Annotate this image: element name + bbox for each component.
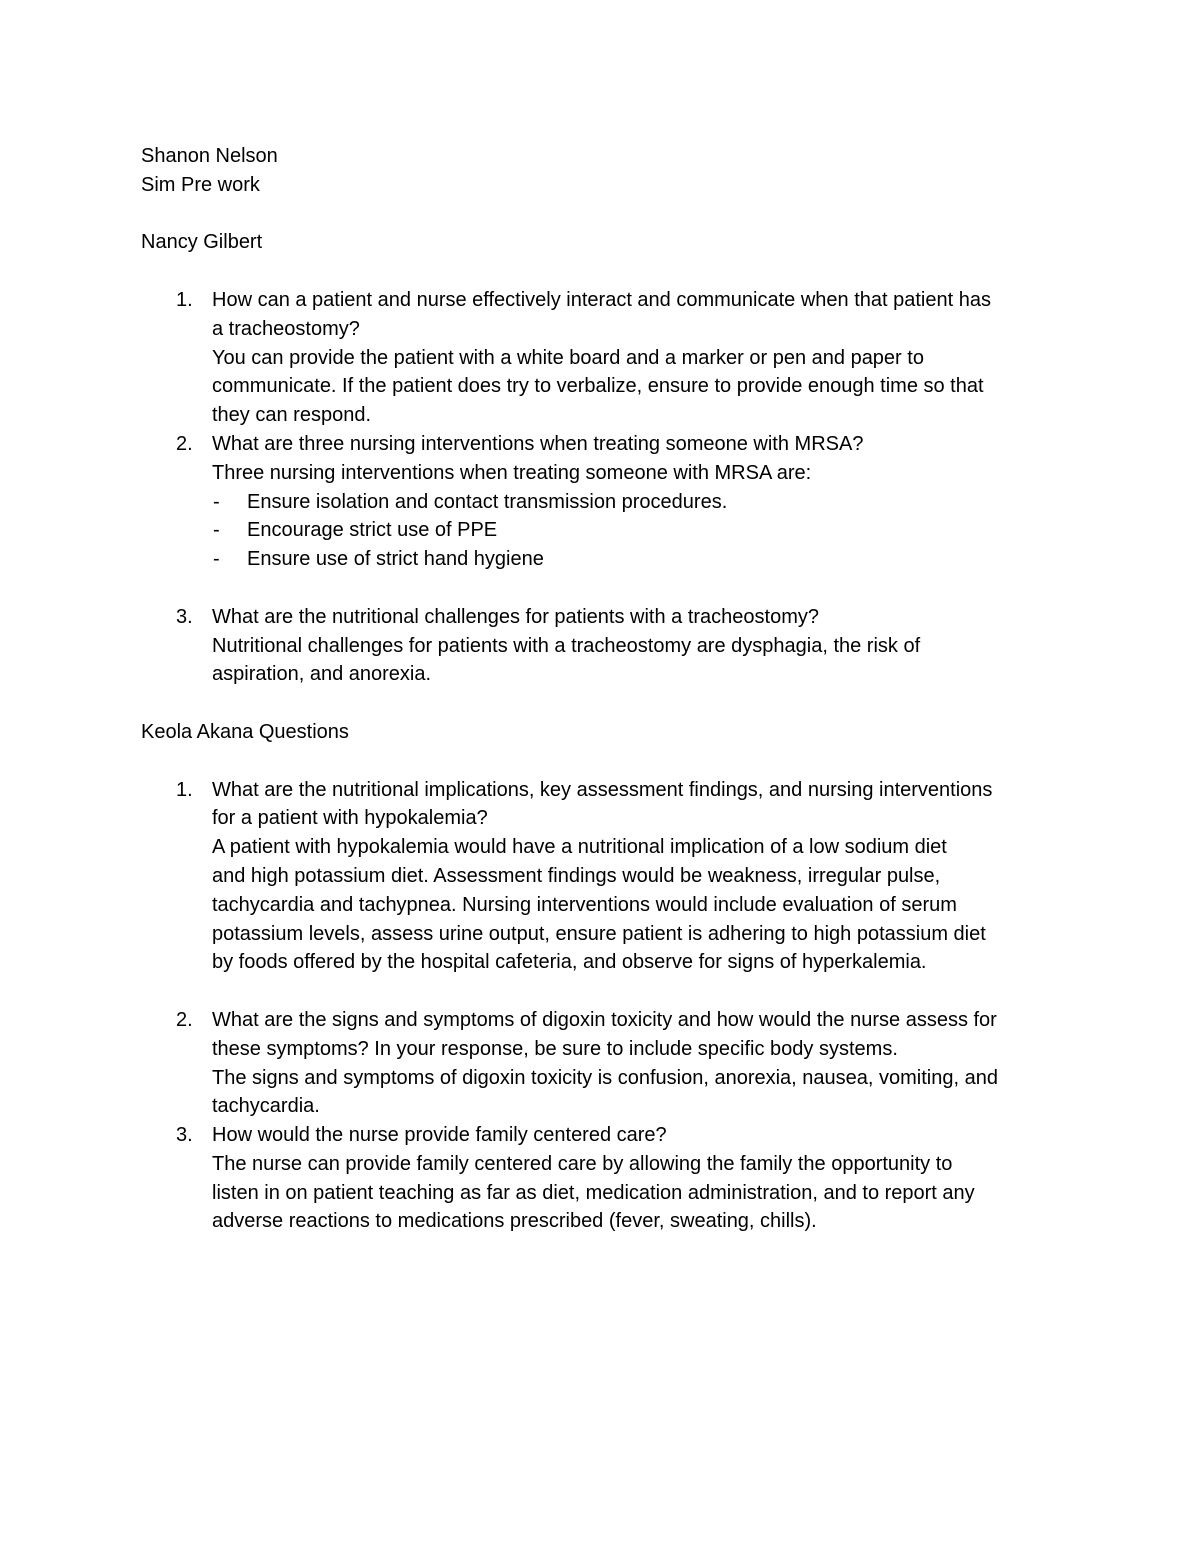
document-body bbox=[141, 142, 1071, 1236]
dash-bullet: - bbox=[213, 490, 220, 513]
question-list-keola-akana bbox=[141, 776, 1071, 1237]
spacer bbox=[212, 977, 1071, 1006]
question-item bbox=[141, 286, 1071, 430]
question-text: What are three nursing interventions when treating someone with MRSA? bbox=[212, 432, 864, 455]
answer-text: The signs and symptoms of digoxin toxicity is confusion, anorexia, nausea, vomiting, and bbox=[212, 1066, 998, 1089]
bullet-text: Ensure use of strict hand hygiene bbox=[247, 548, 544, 571]
dash-bullet: - bbox=[213, 519, 220, 542]
spacer bbox=[141, 200, 1071, 229]
question-number: 1. bbox=[176, 288, 193, 311]
question-text: these symptoms? In your response, be sure to include specific body systems. bbox=[212, 1037, 898, 1060]
section-title-keola-akana: Keola Akana Questions bbox=[141, 720, 349, 743]
author-name: Shanon Nelson bbox=[141, 145, 278, 167]
question-item bbox=[141, 776, 1071, 1006]
question-text: How can a patient and nurse effectively interact and communicate when that patient has bbox=[212, 288, 991, 311]
question-number: 3. bbox=[176, 1124, 193, 1147]
bullet-text: Ensure isolation and contact transmission procedures. bbox=[247, 490, 728, 513]
question-text: What are the signs and symptoms of digoxin toxicity and how would the nurse assess for bbox=[212, 1008, 997, 1031]
answer-text: Three nursing interventions when treating someone with MRSA are: bbox=[212, 461, 812, 484]
question-number: 2. bbox=[176, 1008, 193, 1031]
question-number: 3. bbox=[176, 605, 193, 628]
question-text: a tracheostomy? bbox=[212, 317, 360, 340]
answer-text: aspiration, and anorexia. bbox=[212, 663, 432, 686]
question-number: 2. bbox=[176, 432, 193, 455]
dash-bullet: - bbox=[213, 548, 220, 571]
list-item bbox=[212, 545, 1071, 574]
answer-text: adverse reactions to medications prescribed (fever, sweating, chills). bbox=[212, 1210, 817, 1233]
answer-text: A patient with hypokalemia would have a nutritional implication of a low sodium diet bbox=[212, 836, 947, 859]
spacer bbox=[212, 574, 1071, 603]
question-item bbox=[141, 430, 1071, 603]
answer-text: by foods offered by the hospital cafeteria, and observe for signs of hyperkalemia. bbox=[212, 951, 927, 974]
question-item bbox=[141, 603, 1071, 689]
answer-text: listen in on patient teaching as far as diet, medication administration, and to report any bbox=[212, 1181, 975, 1204]
document-subtitle: Sim Pre work bbox=[141, 173, 260, 196]
section-title-nancy-gilbert: Nancy Gilbert bbox=[141, 231, 263, 254]
spacer bbox=[141, 257, 1071, 286]
answer-text: they can respond. bbox=[212, 404, 371, 427]
intervention-list bbox=[212, 488, 1071, 574]
answer-text: tachycardia. bbox=[212, 1095, 320, 1118]
spacer bbox=[141, 689, 1071, 718]
spacer bbox=[141, 747, 1071, 776]
answer-text: Nutritional challenges for patients with a tracheostomy are dysphagia, the risk of bbox=[212, 634, 921, 657]
answer-text: You can provide the patient with a white board and a marker or pen and paper to bbox=[212, 346, 924, 369]
list-item bbox=[212, 516, 1071, 545]
question-text: What are the nutritional challenges for patients with a tracheostomy? bbox=[212, 605, 819, 628]
question-item bbox=[141, 1006, 1071, 1121]
answer-text: and high potassium diet. Assessment findings would be weakness, irregular pulse, bbox=[212, 864, 941, 887]
answer-text: tachycardia and tachypnea. Nursing interventions would include evaluation of serum bbox=[212, 893, 957, 916]
answer-text: potassium levels, assess urine output, ensure patient is adhering to high potassium diet bbox=[212, 922, 986, 945]
question-text: How would the nurse provide family centered care? bbox=[212, 1124, 667, 1147]
question-text: What are the nutritional implications, key assessment findings, and nursing interventions bbox=[212, 778, 993, 801]
question-number: 1. bbox=[176, 778, 193, 801]
question-item bbox=[141, 1121, 1071, 1236]
question-list-nancy-gilbert bbox=[141, 286, 1071, 689]
answer-text: The nurse can provide family centered care by allowing the family the opportunity to bbox=[212, 1152, 953, 1175]
bullet-text: Encourage strict use of PPE bbox=[247, 519, 498, 542]
list-item bbox=[212, 488, 1071, 517]
answer-text: communicate. If the patient does try to verbalize, ensure to provide enough time so that bbox=[212, 375, 984, 398]
question-text: for a patient with hypokalemia? bbox=[212, 807, 488, 830]
